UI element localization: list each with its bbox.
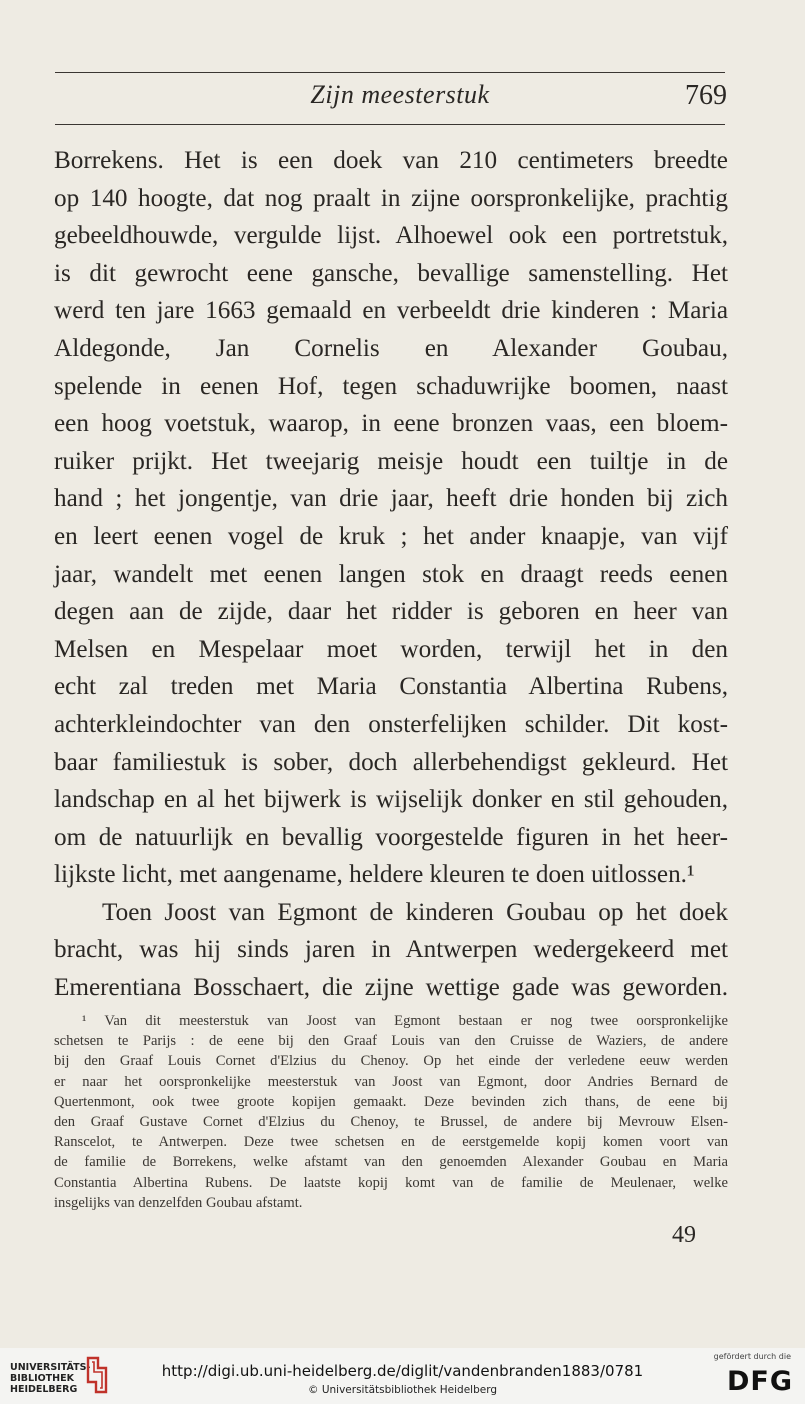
body-line: hand ; het jongentje, van drie jaar, heeft drie honden bij zich xyxy=(54,485,728,513)
library-logo-line: HEIDELBERG xyxy=(10,1384,78,1395)
footnotes xyxy=(54,1011,728,1213)
body-line: op 140 hoogte, dat nog praalt in zijne oorspronkelijke, prachtig xyxy=(54,184,728,212)
body-line: Melsen en Mespelaar moet worden, terwijl het in den xyxy=(54,635,728,663)
body-line: lijkste licht, met aangename, heldere kleuren te doen uitlossen.¹ xyxy=(54,861,695,889)
body-line: bracht, was hij sinds jaren in Antwerpen wedergekeerd met xyxy=(54,936,728,964)
header-rule xyxy=(55,124,725,125)
top-rule xyxy=(55,72,725,73)
body-text xyxy=(54,142,728,1007)
footnote-line: bij den Graaf Louis Cornet d'Elzius du Chenoy. Op het einde der verledene eeuw werden xyxy=(54,1053,728,1070)
funding-note: gefördert durch die xyxy=(713,1352,791,1361)
footnote-line: schetsen te Parijs : de eene bij den Graaf Louis van den Cruisse de Waziers, de andere xyxy=(54,1033,728,1050)
running-title: Zijn meesterstuk xyxy=(310,80,490,109)
footnote-line: Ranscelot, te Antwerpen. Deze twee schetsen en de eerstgemelde kopij komen voort van xyxy=(54,1134,728,1151)
footnote-line: de familie de Borrekens, welke afstamt van den genoemden Alexander Goubau en Maria xyxy=(54,1154,728,1171)
footnote-line: insgelijks van denzelfden Goubau afstamt. xyxy=(54,1194,303,1211)
body-line: gebeeldhouwde, vergulde lijst. Alhoewel ook een portretstuk, xyxy=(54,222,728,250)
footnote-line: Quertenmont, ook twee groote kopijen gemaakt. Deze bevinden zich thans, de eene bij xyxy=(54,1093,728,1110)
dfg-logo[interactable]: DFG xyxy=(726,1366,793,1397)
body-line: Emerentiana Bosschaert, die zijne wettige gade was geworden. xyxy=(54,974,728,1002)
body-line: om de natuurlijk en bevallig voorgestelde figuren in het heer- xyxy=(54,823,728,851)
body-line: ruiker prijkt. Het tweejarig meisje houdt een tuiltje in de xyxy=(54,447,728,475)
body-line: is dit gewrocht eene gansche, bevallige samenstelling. Het xyxy=(54,259,728,287)
body-line: Toen Joost van Egmont de kinderen Goubau op het doek xyxy=(102,898,728,926)
body-line: echt zal treden met Maria Constantia Albertina Rubens, xyxy=(54,673,728,701)
body-line: en leert eenen vogel de kruk ; het ander knaapje, van vijf xyxy=(54,522,728,550)
copyright-notice: © Universitätsbibliothek Heidelberg xyxy=(307,1384,497,1396)
footnote-line: er naar het oorspronkelijke meesterstuk van Joost van Egmont, door Andries Bernard de xyxy=(54,1073,728,1090)
body-line: jaar, wandelt met eenen langen stok en draagt reeds eenen xyxy=(54,560,728,588)
body-line: Aldegonde, Jan Cornelis en Alexander Goubau, xyxy=(54,334,728,362)
footnote-line: ¹ Van dit meesterstuk van Joost van Egmont bestaan er nog twee oorspronkelijke xyxy=(82,1013,728,1029)
body-line: achterkleindochter van den onsterfelijken schilder. Dit kost- xyxy=(54,710,728,738)
permalink-url[interactable]: http://digi.ub.uni-heidelberg.de/diglit/vandenbranden1883/0781 xyxy=(161,1362,644,1380)
viewer-footer xyxy=(0,1348,805,1404)
body-line: Borrekens. Het is een doek van 210 centimeters breedte xyxy=(54,147,728,174)
body-line: werd ten jare 1663 gemaald en verbeeldt drie kinderen : Maria xyxy=(54,297,728,325)
footnote-line: den Graaf Gustave Cornet d'Elzius du Chenoy, te Brussel, de andere bij Mevrouw Elsen- xyxy=(54,1113,728,1130)
library-logo-line: UNIVERSITÄTS- xyxy=(10,1362,91,1373)
body-line: landschap en al het bijwerk is wijselijk donker en stil gehouden, xyxy=(54,786,728,814)
page-number: 769 xyxy=(685,80,727,111)
signature-mark: 49 xyxy=(672,1222,696,1248)
body-line: degen aan de zijde, daar het ridder is geboren en heer van xyxy=(54,598,728,626)
body-line: een hoog voetstuk, waarop, in eene bronzen vaas, een bloem- xyxy=(54,410,728,438)
footnote-line: Constantia Albertina Rubens. De laatste kopij komt van de familie de Meulenaer, welke xyxy=(54,1174,728,1191)
body-line: spelende in eenen Hof, tegen schaduwrijke boomen, naast xyxy=(54,372,728,400)
library-logo-line: BIBLIOTHEK xyxy=(10,1373,74,1384)
body-line: baar familiestuk is sober, doch allerbehendigst gekleurd. Het xyxy=(54,748,728,776)
